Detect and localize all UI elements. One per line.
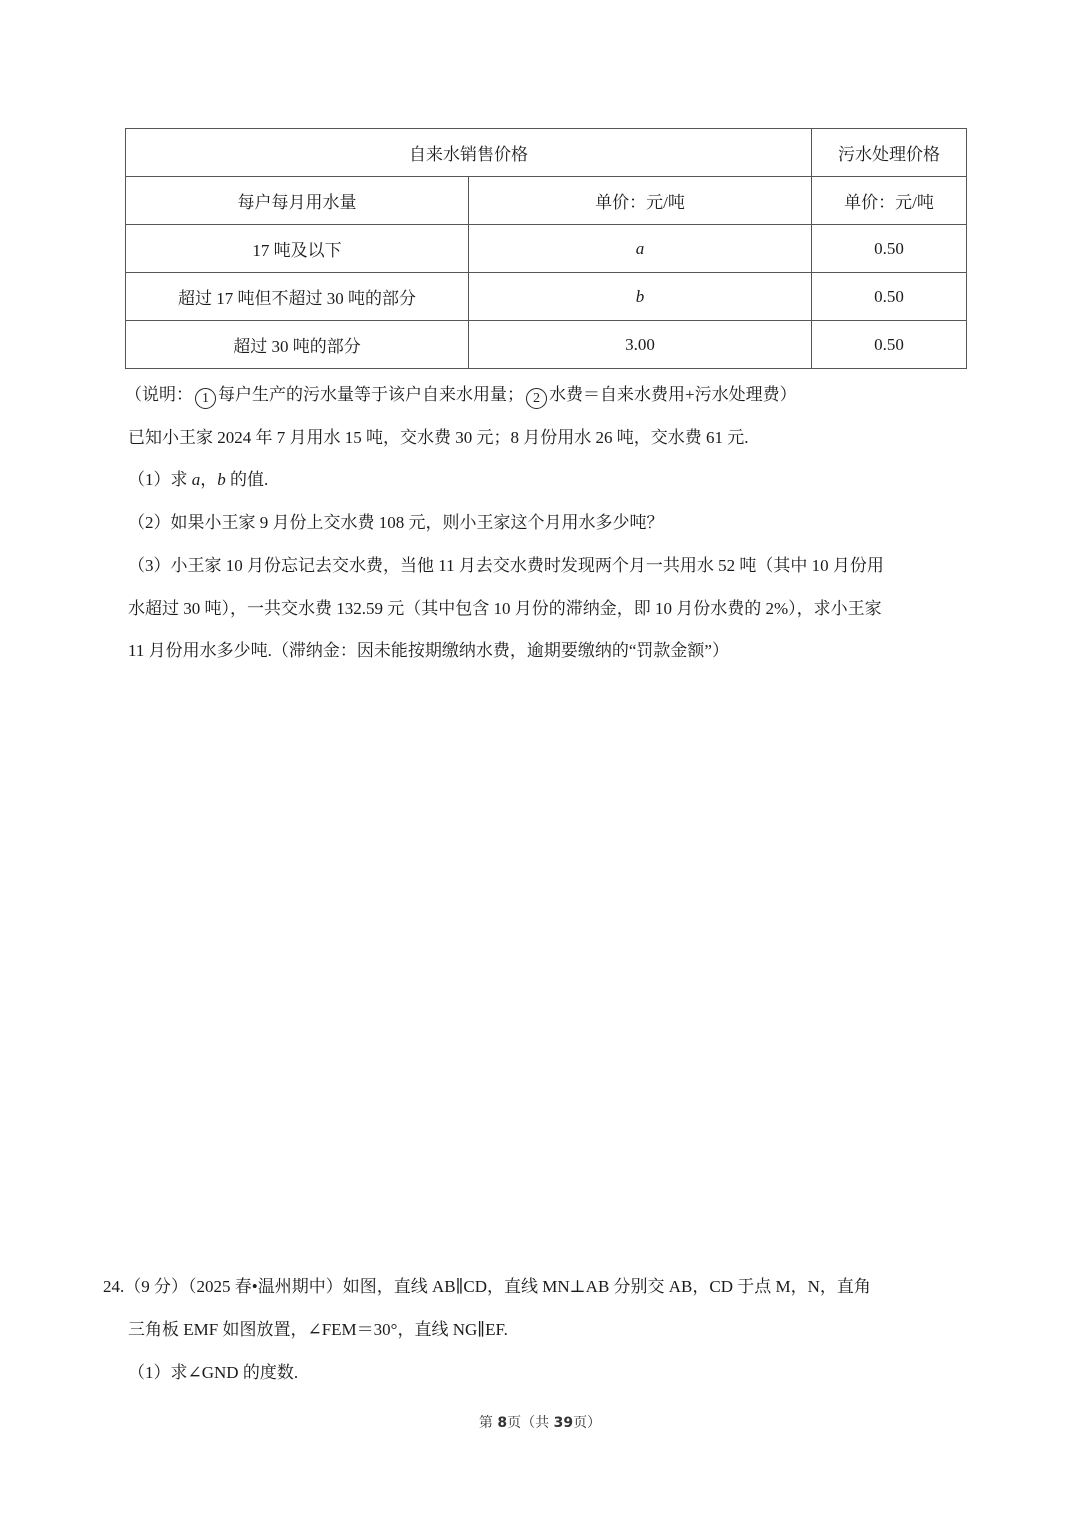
q23-part3-line3: 11 月份用水多少吨.（滞纳金：因未能按期缴纳水费，逾期要缴纳的“罚款金额”） <box>128 641 729 660</box>
table-row <box>126 321 967 369</box>
header-sewage: 污水处理价格 <box>812 129 967 177</box>
page-footer <box>0 1412 1080 1432</box>
var-a: a <box>191 470 201 489</box>
q24-part1: （1）求∠GND 的度数. <box>128 1363 299 1382</box>
cell-usage: 17 吨及以下 <box>126 225 469 273</box>
header-water-sale: 自来水销售价格 <box>126 129 812 177</box>
cell-sewage: 0.50 <box>812 273 967 321</box>
table-subheader-row <box>126 177 967 225</box>
cell-price: a <box>469 225 812 273</box>
table-note <box>125 380 797 409</box>
q24-line2: 三角板 EMF 如图放置，∠FEM＝30°，直线 NG∥EF. <box>128 1320 508 1339</box>
q23-part2: （2）如果小王家 9 月份上交水费 108 元，则小王家这个月用水多少吨？ <box>128 513 664 532</box>
cell-usage: 超过 17 吨但不超过 30 吨的部分 <box>126 273 469 321</box>
header-sewage-unit-price: 单价：元/吨 <box>812 177 967 225</box>
q23-given: 已知小王家 2024 年 7 月用水 15 吨，交水费 30 元；8 月份用水 26 吨，交水费 61 元. <box>128 428 749 447</box>
current-page-number: 8 <box>497 1415 508 1431</box>
header-usage: 每户每月用水量 <box>126 177 469 225</box>
footer-pre: 第 <box>478 1415 498 1431</box>
circled-number-2: 2 <box>526 388 547 409</box>
cell-sewage: 0.50 <box>812 321 967 369</box>
footer-post: 页） <box>573 1415 602 1431</box>
var-b: b <box>217 470 226 489</box>
table-header-row <box>126 129 967 177</box>
cell-price: b <box>469 273 812 321</box>
total-pages: 39 <box>553 1415 574 1431</box>
cell-sewage: 0.50 <box>812 225 967 273</box>
separator: ， <box>200 470 218 489</box>
q23-part3-line1: （3）小王家 10 月份忘记去交水费，当他 11 月去交水费时发现两个月一共用水 52 吨（其中 10 月份用 <box>128 556 884 575</box>
table-row <box>126 225 967 273</box>
q23-part1 <box>128 465 268 490</box>
cell-usage: 超过 30 吨的部分 <box>126 321 469 369</box>
water-price-table <box>125 128 967 369</box>
circled-number-1: 1 <box>195 388 216 409</box>
table-row <box>126 273 967 321</box>
part1-prefix: （1）求 <box>128 470 192 489</box>
q23-part3-line2: 水超过 30 吨），一共交水费 132.59 元（其中包含 10 月份的滞纳金，即 10 月份水费的 2%），求小王家 <box>128 599 882 618</box>
note-prefix: （说明： <box>125 385 193 404</box>
q24-line1: 24.（9 分）（2025 春•温州期中）如图，直线 AB∥CD，直线 MN⊥AB 分别交 AB，CD 于点 M，N，直角 <box>103 1277 871 1296</box>
cell-price: 3.00 <box>469 321 812 369</box>
note-text-1: 每户生产的污水量等于该户自来水用量； <box>218 385 524 404</box>
note-text-2: 水费＝自来水费用+污水处理费） <box>549 385 797 404</box>
header-unit-price: 单价：元/吨 <box>469 177 812 225</box>
footer-mid: 页（共 <box>507 1415 554 1431</box>
part1-suffix: 的值. <box>225 470 269 489</box>
